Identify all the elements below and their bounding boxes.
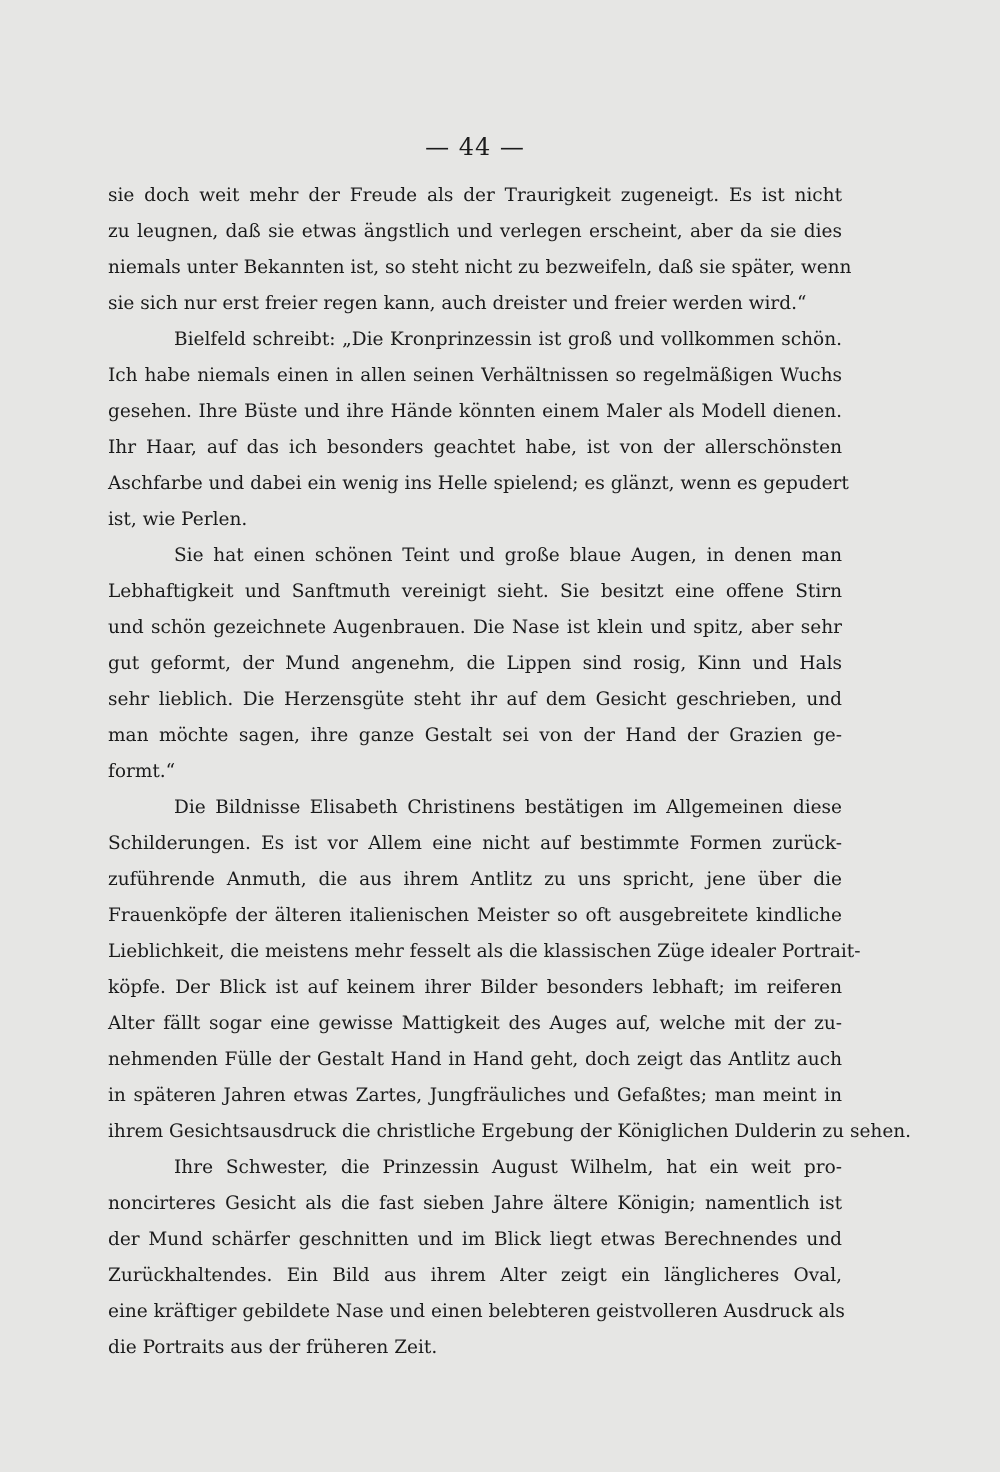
text-line: man möchte sagen, ihre ganze Gestalt sei von der Hand der Grazien ge-	[108, 725, 842, 746]
text-line: Lieblichkeit, die meistens mehr fesselt als die klassischen Züge idealer Portrait-	[108, 941, 861, 962]
text-line: Die Bildnisse Elisabeth Christinens bestätigen im Allgemeinen diese	[174, 797, 842, 818]
text-line: und schön gezeichnete Augenbrauen. Die Nase ist klein und spitz, aber sehr	[108, 617, 842, 638]
page-number: — 44 —	[425, 133, 525, 161]
text-line: sie sich nur erst freier regen kann, auch dreister und freier werden wird.“	[108, 293, 807, 314]
text-line: zu leugnen, daß sie etwas ängstlich und verlegen erscheint, aber da sie dies	[108, 221, 842, 242]
text-line: gesehen. Ihre Büste und ihre Hände könnten einem Maler als Modell dienen.	[108, 401, 842, 422]
text-line: nehmenden Fülle der Gestalt Hand in Hand geht, doch zeigt das Antlitz auch	[108, 1049, 842, 1070]
text-line: der Mund schärfer geschnitten und im Blick liegt etwas Berechnendes und	[108, 1229, 842, 1250]
text-line: Frauenköpfe der älteren italienischen Meister so oft ausgebreitete kindliche	[108, 905, 842, 926]
text-line: Alter fällt sogar eine gewisse Mattigkeit des Auges auf, welche mit der zu-	[108, 1013, 842, 1034]
text-line: Aschfarbe und dabei ein wenig ins Helle spielend; es glänzt, wenn es gepudert	[108, 473, 849, 494]
text-line: sie doch weit mehr der Freude als der Traurigkeit zugeneigt. Es ist nicht	[108, 185, 842, 206]
text-line: Lebhaftigkeit und Sanftmuth vereinigt sieht. Sie besitzt eine offene Stirn	[108, 581, 842, 602]
text-line: sehr lieblich. Die Herzensgüte steht ihr auf dem Gesicht geschrieben, und	[108, 689, 842, 710]
text-line: formt.“	[108, 761, 176, 782]
text-line: Ich habe niemals einen in allen seinen Verhältnissen so regelmäßigen Wuchs	[108, 365, 842, 386]
text-line: gut geformt, der Mund angenehm, die Lippen sind rosig, Kinn und Hals	[108, 653, 842, 674]
text-line: noncirteres Gesicht als die fast sieben Jahre ältere Königin; namentlich ist	[108, 1193, 842, 1214]
text-line: Bielfeld schreibt: „Die Kronprinzessin ist groß und vollkommen schön.	[174, 329, 842, 350]
text-line: Ihre Schwester, die Prinzessin August Wilhelm, hat ein weit pro-	[174, 1157, 842, 1178]
text-line: Ihr Haar, auf das ich besonders geachtet habe, ist von der allerschönsten	[108, 437, 842, 458]
text-line: eine kräftiger gebildete Nase und einen belebteren geistvolleren Ausdruck als	[108, 1301, 845, 1322]
text-line: köpfe. Der Blick ist auf keinem ihrer Bilder besonders lebhaft; im reiferen	[108, 977, 842, 998]
text-line: niemals unter Bekannten ist, so steht nicht zu bezweifeln, daß sie später, wenn	[108, 257, 852, 278]
text-line: Sie hat einen schönen Teint und große blaue Augen, in denen man	[174, 545, 842, 566]
text-line: zuführende Anmuth, die aus ihrem Antlitz zu uns spricht, jene über die	[108, 869, 842, 890]
text-line: die Portraits aus der früheren Zeit.	[108, 1337, 438, 1358]
text-line: ist, wie Perlen.	[108, 509, 248, 530]
text-line: ihrem Gesichtsausdruck die christliche Ergebung der Königlichen Dulderin zu sehen.	[108, 1121, 912, 1142]
text-line: Zurückhaltendes. Ein Bild aus ihrem Alter zeigt ein länglicheres Oval,	[108, 1265, 842, 1286]
text-line: in späteren Jahren etwas Zartes, Jungfräuliches und Gefaßtes; man meint in	[108, 1085, 842, 1106]
text-line: Schilderungen. Es ist vor Allem eine nicht auf bestimmte Formen zurück-	[108, 833, 842, 854]
